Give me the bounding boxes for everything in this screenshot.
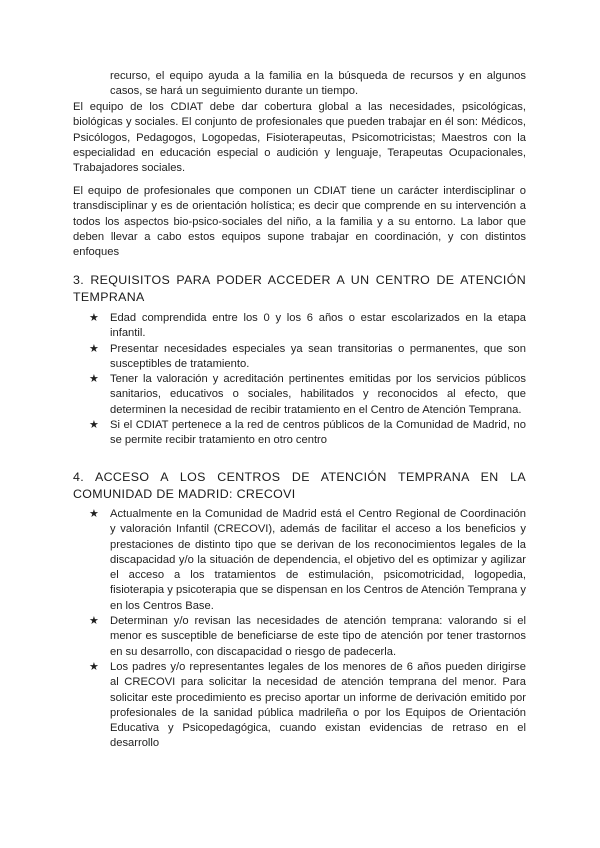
paragraph-team-approach: El equipo de profesionales que componen un CDIAT tiene un carácter interdisciplinar o transdisciplinar y es de orientación holística; es decir que comprende en su intervención a todos los aspectos bio-psico-sociales del niño, a la familia y a su entorno. La labor que deben llevar a cabo estos equipos supone trabajar en coordinación, y con distintos enfoques [73,185,526,259]
star-bullet-icon: ★ [89,312,99,324]
continuation-paragraph: recurso, el equipo ayuda a la familia en la búsqueda de recursos y en algunos casos, se hará un seguimiento durante un tiempo. [110,70,526,98]
list-item: ★ Presentar necesidades especiales ya sean transitorias o permanentes, que son susceptibles de tratamiento. [89,342,526,370]
star-bullet-icon: ★ [89,615,99,628]
list-item: ★ Si el CDIAT pertenece a la red de centros públicos de la Comunidad de Madrid, no se permite recibir tratamiento en otro centro [89,419,526,447]
section-3-list [73,311,526,449]
section-4-heading: 4. ACCESO A LOS CENTROS DE ATENCIÓN TEMPRANA EN LA COMUNIDAD DE MADRID: CRECOVI [73,470,526,501]
list-item: ★ Los padres y/o representantes legales de los menores de 6 años pueden dirigirse al CRECOVI para solicitar la necesidad de atención temprana del menor. Para solicitar este procedimiento es preciso aportar un informe de derivación emitido por profesionales de la sanidad pública madrileña o por los Equipos de Orientación Educativa y Psicopedagógica, cuando existan evidencias de retraso en el desarrollo [89,660,526,750]
star-bullet-icon: ★ [89,660,99,673]
star-bullet-icon: ★ [89,373,99,386]
paragraph-team-coverage: El equipo de los CDIAT debe dar cobertura global a las necesidades, psicológicas, biológicas y sociales. El conjunto de profesionales que pueden trabajar en él son: Médicos, Psicólogos, Pedagogos, Logopedas, Fisioterapeutas, Psicomotricistas; Maestros con la especialidad en educación especial o audición y lenguaje, Terapeutas Ocupacionales, Trabajadores sociales. [73,101,526,175]
star-bullet-icon: ★ [89,342,99,355]
star-bullet-icon: ★ [89,419,99,432]
section-4-list [73,507,526,752]
star-bullet-icon: ★ [89,508,99,520]
list-item: ★ Actualmente en la Comunidad de Madrid está el Centro Regional de Coordinación y valoración Infantil (CRECOVI), además de facilitar el acceso a los beneficios y prestaciones de distinto tipo que se derivan de los reconocimientos legales de la discapacidad y/o la situación de dependencia, el objetivo del es optimizar y agilizar el acceso a los tratamientos de estimulación, psicomotricidad, logopedia, fisioterapia y psicoterapia que se dispensan en los Centros de Atención Temprana y en los Centros Base. [89,508,526,612]
list-item: ★ Tener la valoración y acreditación pertinentes emitidas por los servicios públicos sanitarios, educativos o sociales, habilitados y reconocidos al efecto, que determinen la necesidad de recibir tratamiento en el Centro de Atención Temprana. [89,373,526,416]
list-item: ★ Determinan y/o revisan las necesidades de atención temprana: valorando si el menor es susceptible de beneficiarse de este tipo de atención por tener trastornos en su desarrollo, con discapacidad o riesgo de padecerla. [89,615,526,658]
list-item: ★ Edad comprendida entre los 0 y los 6 años o estar escolarizados en la etapa infantil. [89,312,526,340]
section-3-heading: 3. REQUISITOS PARA PODER ACCEDER A UN CENTRO DE ATENCIÓN TEMPRANA [73,273,526,304]
